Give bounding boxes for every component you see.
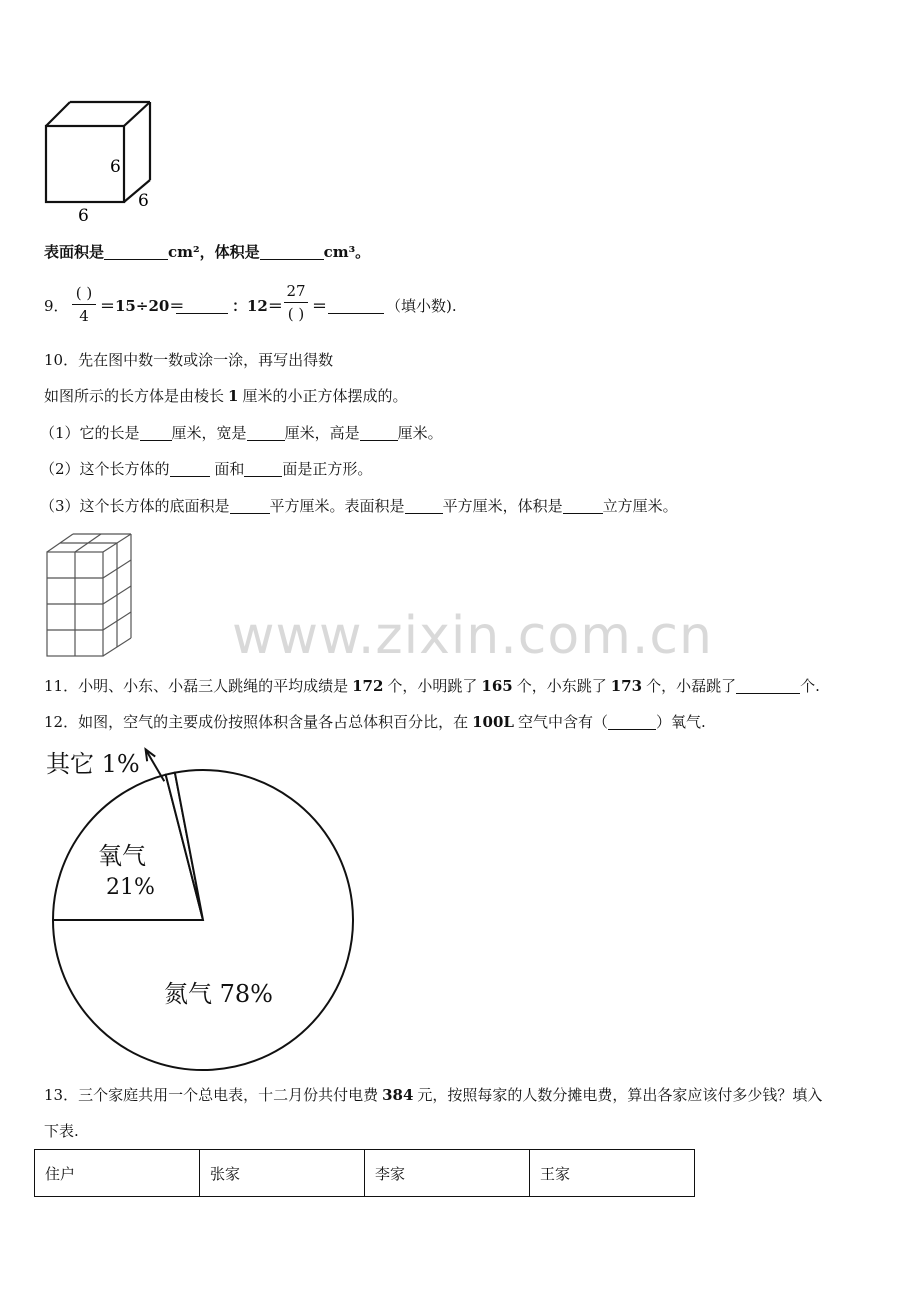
table-cell-wang: 王家: [530, 1150, 695, 1197]
q10-part-1: （1）它的长是 厘米，宽是 厘米，高是 厘米。: [40, 424, 443, 442]
pie-arrow-other: [146, 749, 165, 781]
q8-surface-volume-line: 表面积是 cm²，体积是 cm³。: [44, 243, 371, 261]
fraction-2-denominator: ( ): [287, 305, 305, 323]
q10-part-3: （3）这个长方体的底面积是 平方厘米。表面积是 平方厘米，体积是 立方厘米。: [40, 497, 678, 515]
answer-blank[interactable]: [736, 677, 800, 694]
q10-part-2: （2）这个长方体的 面和 面是正方形。: [40, 460, 373, 478]
question-13-cont: 下表.: [44, 1122, 79, 1140]
answer-blank[interactable]: [405, 497, 443, 514]
answer-blank[interactable]: [176, 297, 228, 314]
answer-blank[interactable]: [563, 497, 603, 514]
q10-title: 10．先在图中数一数或涂一涂，再写出得数: [44, 351, 334, 369]
answer-blank[interactable]: [247, 424, 285, 441]
answer-blank[interactable]: [608, 713, 656, 730]
household-table: [34, 1149, 695, 1197]
answer-blank[interactable]: [328, 297, 384, 314]
cube-label-depth: 6: [138, 191, 149, 211]
q10-intro: 如图所示的长方体是由棱长 1 厘米的小正方体摆成的。: [44, 387, 408, 405]
cuboid-grid-figure: [42, 530, 142, 662]
table-cell-household: 住户: [35, 1150, 200, 1197]
table-cell-li: 李家: [365, 1150, 530, 1197]
cube-label-right: 6: [110, 157, 121, 177]
fraction-1-denominator: 4: [79, 307, 89, 325]
fraction-1-numerator: ( ): [75, 284, 93, 302]
table-row: [35, 1150, 695, 1197]
pie-label-nitrogen: 氮气 78%: [164, 980, 273, 1008]
fraction-2: [282, 280, 310, 325]
pie-value-oxygen: 21%: [106, 875, 155, 900]
table-cell-zhang: 张家: [200, 1150, 365, 1197]
answer-blank[interactable]: [244, 460, 282, 477]
fraction-2-numerator: 27: [286, 282, 306, 300]
question-11: 11．小明、小东、小磊三人跳绳的平均成绩是 172 个，小明跳了 165 个，小东跳了 173 个，小磊跳了 个.: [44, 677, 820, 695]
cube-figure: [40, 98, 160, 228]
question-12: 12．如图，空气的主要成份按照体积含量各占总体积百分比，在 100L 空气中含有（ ）氧气.: [44, 713, 706, 731]
watermark: www.zixin.com.cn: [232, 606, 713, 666]
answer-blank[interactable]: [170, 460, 210, 477]
pie-label-oxygen: 氧气: [98, 842, 146, 870]
answer-blank[interactable]: [230, 497, 270, 514]
q9-number: 9．: [44, 297, 69, 315]
question-13: 13．三个家庭共用一个总电表，十二月份共付电费 384 元，按照每家的人数分摊电费，算出各家应该付多少钱？填入: [44, 1086, 823, 1104]
answer-blank[interactable]: [104, 243, 168, 260]
air-composition-pie-chart: [40, 740, 370, 1080]
answer-blank[interactable]: [360, 424, 398, 441]
cube-label-bottom: 6: [78, 206, 89, 226]
answer-blank[interactable]: [140, 424, 172, 441]
pie-label-other: 其它 1%: [46, 750, 140, 778]
answer-blank[interactable]: [260, 243, 324, 260]
fraction-1: [70, 282, 98, 327]
